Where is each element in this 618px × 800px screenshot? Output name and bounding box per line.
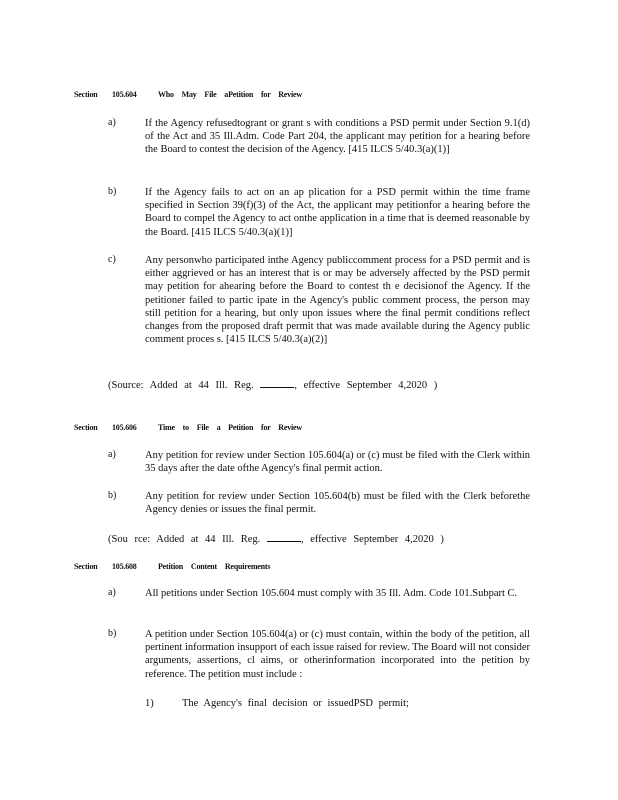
section-title: Time to File a Petition for Review bbox=[158, 423, 302, 432]
source-text: (Source: Added at 44 Ill. Reg. bbox=[108, 380, 254, 391]
paragraph-label: b) bbox=[108, 186, 117, 197]
paragraph-text: A petition under Section 105.604(a) or (c) must contain, within the body of the petition, all pertinent information insupport of each issue raised for review. The Board will not consider arguments, assertions, cl aims, or otherinformation incorporated into the petition by reference. The petition must include : bbox=[145, 629, 530, 680]
source-tail: , effective September 4,2020 ) bbox=[294, 380, 438, 391]
subparagraph-label: 1) bbox=[145, 698, 154, 709]
section-number: 105.606 bbox=[112, 423, 137, 432]
source-tail: , effective September 4,2020 ) bbox=[300, 534, 444, 545]
blank-line bbox=[260, 378, 294, 388]
paragraph-label: a) bbox=[108, 449, 116, 460]
paragraph-text: Any petition for review under Section 105.604(a) or (c) must be filed with the Clerk within 35 days after the date ofthe Agency's final permit action. bbox=[145, 450, 530, 475]
paragraph-label: a) bbox=[108, 587, 116, 598]
paragraph-text: If the Agency fails to act on an ap plication for a PSD permit within the time frame specified in Section 39(f)(3) of the Act, the applicant may petitionfor a hearing before the Board to compel the Agency to act onthe application in a time that is deemed reasonable by the Board. [415 ILCS 5/40.3(a)(1)] bbox=[145, 187, 530, 238]
subparagraph-text: The Agency's final decision or issuedPSD permit; bbox=[182, 698, 409, 709]
section-title: Petition Content Requirements bbox=[158, 562, 271, 571]
section-label: Section bbox=[74, 423, 98, 432]
section-label: Section bbox=[74, 562, 98, 571]
section-heading bbox=[74, 90, 302, 99]
paragraph-label: c) bbox=[108, 254, 116, 265]
source-text: (Sou rce: Added at 44 Ill. Reg. bbox=[108, 534, 261, 545]
blank-line bbox=[267, 532, 301, 542]
paragraph-text: Any personwho participated inthe Agency publiccomment process for a PSD permit and is either aggrieved or has an interest that is or may be adversely affected by the PSD permit may petition for ahearing before the Board to contest th e decisionof the Agency. If the petitioner failed to partic ipate in the Agency's public comment process, the person may still petition for a hearing, but only upon issues where the final permit conditions reflect changes from the proposed draft permit that was made available during the Agency public comment proces s. [415 ILCS 5/40.3(a)(2)] bbox=[145, 255, 530, 346]
paragraph-text: If the Agency refusedtogrant or grant s with conditions a PSD permit under Section 9.1(d) of the Act and 35 Ill.Adm. Code Part 204, the applicant may petition for a hearing before the Board to contest the decision of the Agency. [415 ILCS 5/40.3(a)(1)] bbox=[145, 118, 530, 156]
section-title: Who May File aPetition for Review bbox=[158, 90, 302, 99]
source-note bbox=[108, 532, 444, 545]
paragraph-text: Any petition for review under Section 105.604(b) must be filed with the Clerk beforethe Agency denies or issues the final permit. bbox=[145, 491, 530, 516]
section-heading bbox=[74, 423, 302, 432]
paragraph-label: b) bbox=[108, 628, 117, 639]
paragraph-label: b) bbox=[108, 490, 117, 501]
section-number: 105.604 bbox=[112, 90, 137, 99]
paragraph-label: a) bbox=[108, 117, 116, 128]
section-heading bbox=[74, 562, 271, 571]
section-label: Section bbox=[74, 90, 98, 99]
source-note bbox=[108, 378, 437, 391]
paragraph-text: All petitions under Section 105.604 must comply with 35 Ill. Adm. Code 101.Subpart C. bbox=[145, 588, 518, 599]
section-number: 105.608 bbox=[112, 562, 137, 571]
